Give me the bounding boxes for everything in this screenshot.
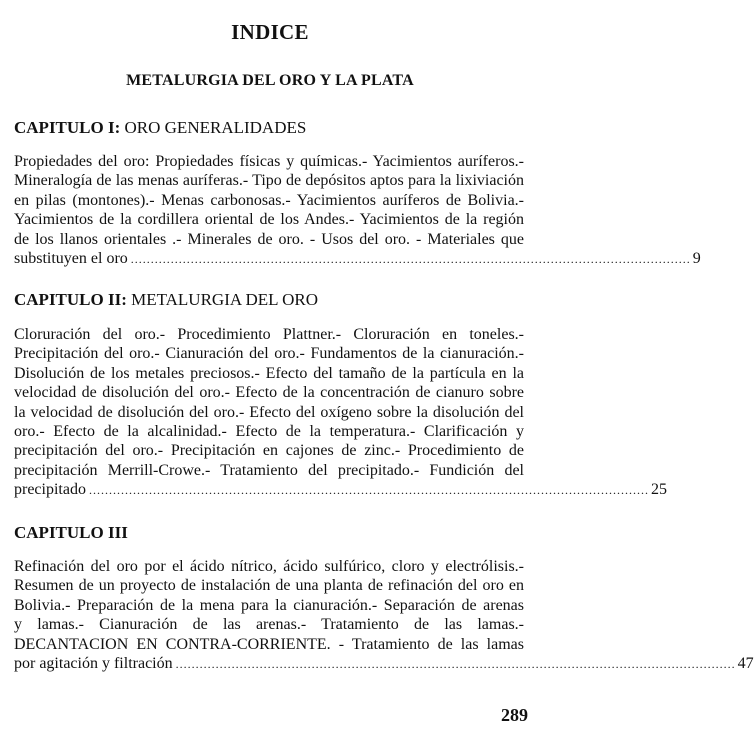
dot-leader: ............................................................................................................................................: [175, 656, 736, 671]
chapter-1-entry-line: [14, 249, 701, 268]
chapter-2-entry-line: [14, 480, 667, 499]
chapter-3-line-5: DECANTACION EN CONTRA-CORRIENTE. - Tratamiento de las lamas: [14, 635, 524, 653]
page-title: INDICE: [231, 20, 309, 44]
chapter-1-line-3: en pilas (montones).- Menas carbonosas.- Yacimientos auríferos de Bolivia.-: [14, 191, 524, 209]
chapter-3-line-1: Refinación del oro por el ácido nítrico, ácido sulfúrico, cloro y electrólisis.-: [14, 558, 524, 575]
chapter-3-line-4: y lamas.- Cianuración de las arenas.- Tratamiento de las lamas.-: [14, 616, 524, 634]
chapter-1-last-text: substituyen el oro: [14, 249, 128, 267]
chapter-3-page: 47: [737, 654, 754, 672]
chapter-2-last-text: precipitado: [14, 481, 86, 499]
chapter-2-line-8: precipitación Merrill-Crowe.- Tratamiento del precipitado.- Fundición del: [14, 461, 524, 479]
chapter-3-label: CAPITULO III: [14, 523, 128, 542]
chapter-2-line-6: oro.- Efecto de la alcalinidad.- Efecto de la temperatura.- Clarificación y: [14, 422, 524, 440]
chapter-1-page: 9: [692, 249, 701, 267]
dot-leader: ............................................................................................................................................: [130, 251, 691, 266]
chapter-2-line-5: la velocidad de disolución del oro.- Efecto del oxígeno sobre la disolución del: [14, 403, 524, 421]
chapter-1-line-2: Mineralogía de las menas auríferas.- Tipo de depósitos aptos para la lixiviación: [14, 172, 524, 190]
chapter-3-last-text: por agitación y filtración: [14, 654, 173, 672]
chapter-2-line-7: precipitación del oro.- Precipitación en cajones de zinc.- Procedimiento de: [14, 442, 524, 460]
page-number: 289: [501, 705, 528, 725]
chapter-2-line-4: velocidad de disolución del oro.- Efecto de la concentración de cianuro sobre: [14, 384, 524, 402]
chapter-2-name: METALURGIA DEL ORO: [131, 290, 319, 309]
chapter-3-heading: [14, 523, 128, 543]
chapter-1-contents: [14, 152, 701, 268]
chapter-2-contents: [14, 325, 667, 500]
chapter-2-line-2: Precipitación del oro.- Cianuración del oro.- Fundamentos de la cianuración.-: [14, 345, 524, 363]
chapter-3-contents: [14, 557, 754, 673]
chapter-1-line-5: de los llanos orientales .- Minerales de oro. - Usos del oro. - Materiales que: [14, 230, 524, 248]
chapter-1-label: CAPITULO I:: [14, 118, 121, 137]
chapter-3-line-3: Bolivia.- Preparación de la mena para la cianuración.- Separación de arenas: [14, 596, 524, 614]
chapter-2-heading: [14, 290, 318, 310]
chapter-2-line-1: Cloruración del oro.- Procedimiento Plattner.- Cloruración en toneles.-: [14, 326, 524, 343]
chapter-3-entry-line: [14, 654, 754, 673]
chapter-1-heading: [14, 118, 306, 138]
chapter-3-line-2: Resumen de un proyecto de instalación de una planta de refinación del oro en: [14, 577, 524, 595]
chapter-1-line-4: Yacimientos de la cordillera oriental de los Andes.- Yacimientos de la región: [14, 211, 524, 229]
dot-leader: ............................................................................................................................................: [88, 483, 649, 498]
chapter-1-name: ORO GENERALIDADES: [124, 118, 307, 137]
chapter-2-line-3: Disolución de los metales preciosos.- Efecto del tamaño de la partícula en la: [14, 364, 524, 382]
chapter-2-page: 25: [650, 481, 667, 499]
chapter-2-label: CAPITULO II:: [14, 290, 127, 309]
chapter-1-line-1: Propiedades del oro: Propiedades físicas y químicas.- Yacimientos auríferos.-: [14, 153, 524, 170]
book-subtitle: METALURGIA DEL ORO Y LA PLATA: [126, 72, 414, 89]
